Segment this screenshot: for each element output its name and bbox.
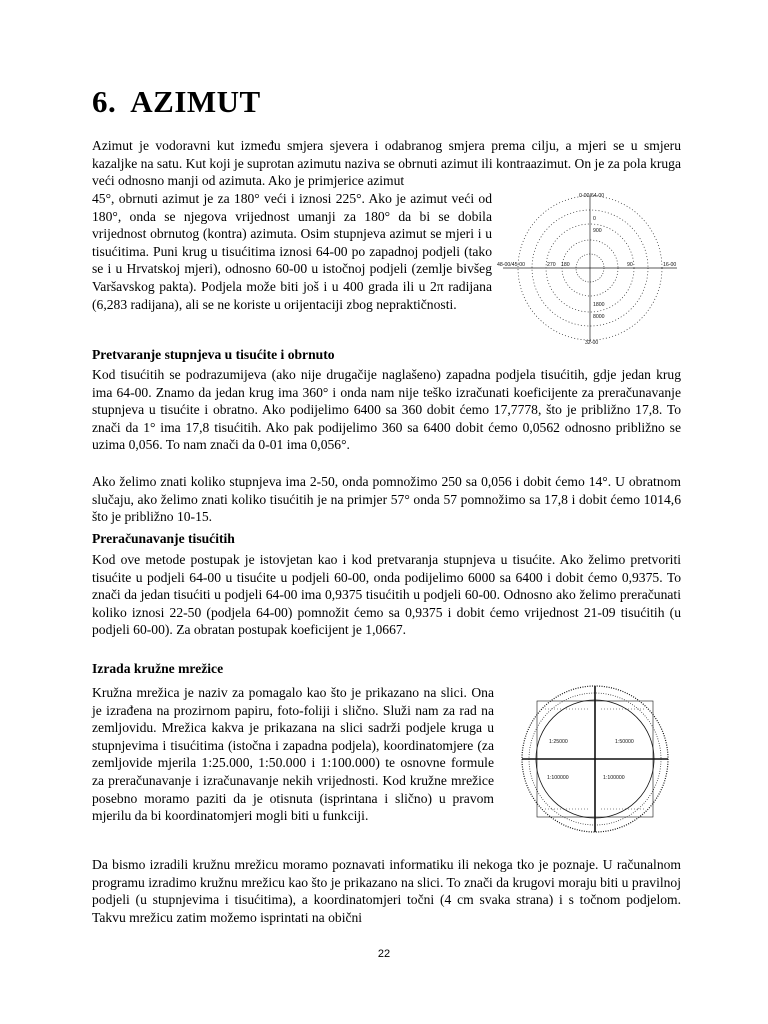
paragraph-mils-conversion: Kod ove metode postupak je istovjetan kao i kod pretvaranja stupnjeva u tisućite. Ako želimo pretvoriti tisućite u podjeli 64-00 u tisućite u podjeli 60-00, onda podijelimo 6000 sa 6400 i dobit ćemo 0,9375. To znači da jedan tisućiti u podjeli 64-00 ima 0,9375 tisućitih u podjeli 60-00. Odnosno ako želimo preračunati koliko iznosi 22-50 (podjela 64-00) pomnožit ćemo sa 0,9375 i dobit ćemo vrijednost 21-09 tisućitih (u podjeli 60-00). Za obratan postupak koeficijent je 1,0667. [92, 552, 681, 638]
fig1-top-label: 0-00/64-00 [579, 193, 605, 199]
fig1-ring-label: 8000 [593, 314, 605, 320]
paragraph-intro: Azimut je vodoravni kut između smjera sjevera i odabranog smjera prema cilju, a mjeri se u smjeru kazaljke na satu. Kut koji je suprotan azimutu naziva se obrnuti azimut ili kontraazimut. On je za pola kruga veći odnosno manji od azimuta. Ako je primjerice azimut [92, 138, 681, 189]
chapter-title [92, 84, 261, 120]
azimuth-circles-figure [497, 188, 683, 348]
fig1-ring-label: 900 [593, 228, 602, 234]
paragraph-degrees-to-mils: Kod tisućitih se podrazumijeva (ako nije drugačije naglašeno) zapadna podjela tisućitih, gdje jedan krug ima 64-00. Znamo da jedan krug ima 360° i onda nam nije teško izračunati koeficijente za preračunavanje stupnjeva u tisućite i obratno. Ako podijelimo 6400 sa 360 dobit ćemo 17,7778, što je približno 17,8. To znači da 1° ima 17,8 tisućitih. Ako pak podijelimo 360 sa 6400 dobit ćemo 0,0562 odnosno približno se uzima 0,056. To nam znači da 0-01 ima 0,056°. [92, 367, 681, 453]
fig2-scale-label: 1:25000 [549, 739, 568, 745]
fig1-right-label: 16-00 [663, 262, 677, 268]
heading-circular-grid: Izrada kružne mrežice [92, 661, 224, 676]
paragraph-example: Ako želimo znati koliko stupnjeva ima 2-50, onda pomnožimo 250 sa 0,056 i dobit ćemo 14°. U obratnom slučaju, ako želimo znati koliko tisućitih je na primjer 57° onda 57 pomnožimo sa 17,8 i dobit ćemo 1014,6 što je približno 10-15. [92, 474, 681, 525]
paragraph-intro-wrap: 45°, obrnuti azimut je za 180° veći i iznosi 225°. Ako je azimut veći od 180°, onda se njegova vrijednost umanji za 180° da bi se dobila vrijednost obrnutog (kontra) azimuta. Osim stupnjeva azimut se mjeri i u tisućitima. Puni krug u tisućitima iznosi 64-00 po zapadnoj podjeli (tako se i u Hrvatskoj mjeri), odnosno 60-00 u istočnoj podjeli (zemlje bivšeg Varšavskog pakta). Podjela može biti još i u 400 grada ili u 2π radijana (6,283 radijana), ali se ne koriste u orijentaciji zbog nepraktičnosti. [92, 191, 492, 312]
fig1-ring-label: 180 [561, 262, 570, 268]
fig1-ring-label: 0 [593, 216, 596, 222]
fig1-bottom-label: 32-00 [585, 340, 599, 346]
fig2-scale-label: 1:50000 [615, 739, 634, 745]
fig1-ring-label: 1800 [593, 302, 605, 308]
fig1-ring-label: 270 [547, 262, 556, 268]
page-number: 22 [377, 948, 391, 960]
heading-mils-conversion: Preračunavanje tisućitih [92, 531, 235, 546]
fig1-ring-label: 90 [627, 262, 633, 268]
fig2-scale-label: 1:100000 [547, 775, 569, 781]
fig2-scale-label: 1:100000 [603, 775, 625, 781]
paragraph-making-grid: Da bismo izradili kružnu mrežicu moramo poznavati informatiku ili nekoga tko je poznaje. U računalnom programu izradimo kružnu mrežicu kao što je prikazano na slici. To znači da krugovi moraju biti u pravilnoj podjeli (u stupnjevima i tisućitima), a koordinatomjeri točni (4 cm svaka strana) i s točnom podjelom. Takvu mrežicu zatim možemo isprintati na obični [92, 857, 681, 925]
circular-grid-figure [505, 683, 685, 835]
heading-degrees-to-mils: Pretvaranje stupnjeva u tisućite i obrnuto [92, 347, 335, 362]
chapter-name: AZIMUT [130, 84, 261, 119]
chapter-number: 6. [92, 84, 117, 119]
paragraph-circular-grid: Kružna mrežica je naziv za pomagalo kao što je prikazano na slici. Ona je izrađena na prozirnom papiru, foto-foliji i slično. Služi nam za rad na zemljovidu. Mrežica kakva je prikazana na slici sadrži podjele kruga u stupnjevima i tisućitima (istočna i zapadna podjela), koordinatomjere (za zemljovide mjerila 1:25.000, 1:50.000 i 1:100.000) te osnovne formule za preračunavanje i izračunavanje nekih vrijednosti. Kod kružne mrežice posebno moramo paziti da je otisnuta (isprintana i slično) u pravom mjerilu da bi koordinatomjeri mogli biti u funkciji. [92, 685, 494, 824]
fig1-left-label: 48-00/45-00 [497, 262, 525, 268]
